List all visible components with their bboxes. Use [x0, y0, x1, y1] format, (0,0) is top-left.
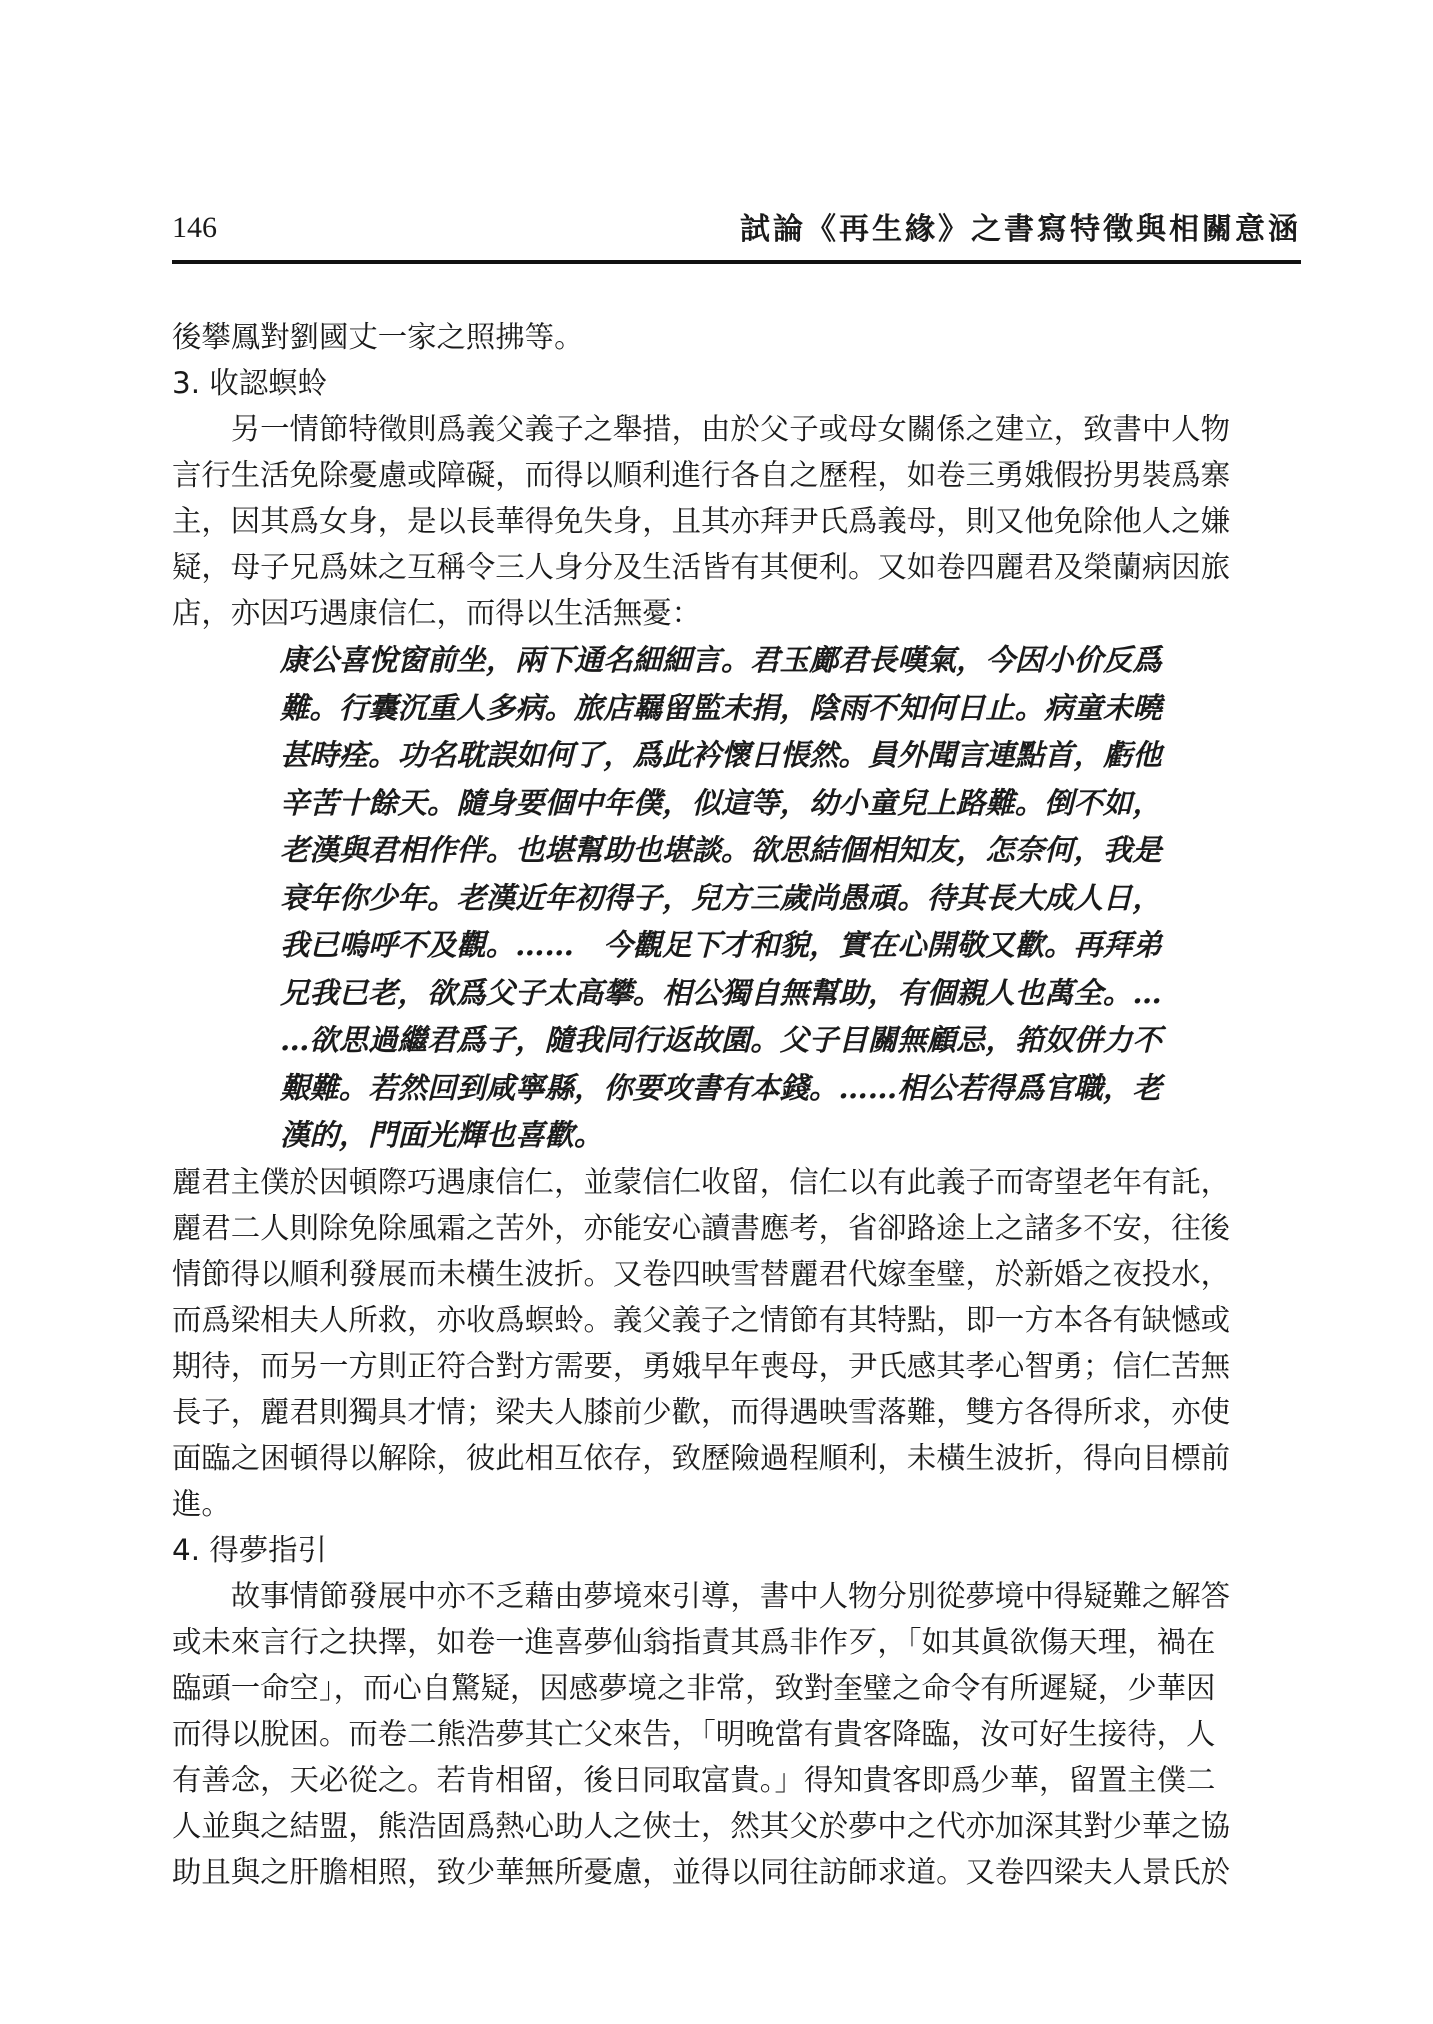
paragraph-continued: [172, 314, 1302, 360]
section-heading-3: 3. 收認螟蛉: [172, 366, 327, 400]
quote-line: 辛苦十餘天。隨身要個中年僕，似這等，幼小童兒上路難。倒不如，: [280, 784, 1162, 820]
text-line: 麗君主僕於因頓際巧遇康信仁，並蒙信仁收留，信仁以有此義子而寄望老年有託，: [172, 1164, 1231, 1199]
section-heading-4: 4. 得夢指引: [172, 1532, 327, 1567]
text-line: 長子，麗君則獨具才情；梁夫人膝前少歡，而得遇映雪落難，雙方各得所求，亦使: [172, 1394, 1231, 1429]
text-line: 店，亦因巧遇康信仁，而得以生活無憂：: [172, 596, 702, 630]
paragraph-adoption: [172, 406, 1302, 636]
header-rule: [172, 260, 1301, 264]
text-line: 主，因其爲女身，是以長華得免失身，且其亦拜尹氏爲義母，則又他免除他人之嫌: [172, 504, 1231, 538]
running-title: 試論《再生緣》之書寫特徵與相關意涵: [740, 212, 1301, 247]
quote-line: 我已嗚呼不及觀。…… 今觀足下才和貌，實在心開敬又歡。再拜弟: [280, 927, 1162, 962]
block-quote: [280, 636, 1302, 1159]
text-line: 而爲梁相夫人所救，亦收爲螟蛉。義父義子之情節有其特點，即一方本各有缺憾或: [172, 1302, 1231, 1337]
text-line: 麗君二人則除免除風霜之苦外，亦能安心讀書應考，省卻路途上之諸多不安，往後: [172, 1210, 1231, 1245]
text-line: 臨頭一命空」，而心自驚疑，因感夢境之非常，致對奎璧之命令有所遲疑，少華因: [172, 1670, 1216, 1705]
text-line: 進。: [172, 1486, 231, 1521]
text-line: 人並與之結盟，熊浩固爲熱心助人之俠士，然其父於夢中之代亦加深其對少華之協: [172, 1808, 1231, 1843]
text-line: 有善念，天必從之。若肯相留，後日同取富貴。」得知貴客即爲少華，留置主僕二: [172, 1762, 1216, 1797]
text-line: 情節得以順利發展而未橫生波折。又卷四映雪替麗君代嫁奎璧，於新婚之夜投水，: [172, 1256, 1231, 1291]
quote-line: 老漢與君相作伴。也堪幫助也堪談。欲思結個相知友，怎奈何，我是: [280, 832, 1162, 867]
text-line: 另一情節特徵則爲義父義子之舉措，由於父子或母女關係之建立，致書中人物: [172, 412, 1231, 446]
quote-line: …欲思過繼君爲子，隨我同行返故園。父子目關無顧忌，筘奴併力不: [280, 1022, 1162, 1057]
page-number: 146: [172, 211, 217, 244]
text-line: 疑，母子兄爲妹之互稱令三人身分及生活皆有其便利。又如卷四麗君及榮蘭病因旅: [172, 550, 1231, 584]
text-line: 面臨之困頓得以解除，彼此相互依存，致歷險過程順利，未橫生波折，得向目標前: [172, 1440, 1231, 1475]
quote-line: 漢的，門面光輝也喜歡。: [280, 1117, 604, 1152]
quote-line: 難。行囊沉重人多病。旅店羈留監未捐，陰雨不知何日止。病童未曉: [280, 689, 1162, 725]
page-header: [172, 208, 1301, 264]
text-line: 言行生活免除憂慮或障礙，而得以順利進行各自之歷程，如卷三勇娥假扮男裝爲寨: [172, 458, 1231, 492]
quote-line: 兄我已老，欲爲父子太高攀。相公獨自無幫助，有個親人也萬全。…: [280, 974, 1162, 1010]
page-body: [172, 314, 1302, 1895]
quote-line: 甚時痊。功名耽誤如何了，爲此衿懷日悵然。員外聞言連點首，虧他: [280, 737, 1162, 772]
paragraph-dreams: [172, 1573, 1302, 1895]
text-line: 故事情節發展中亦不乏藉由夢境來引導，書中人物分別從夢境中得疑難之解答: [172, 1578, 1231, 1613]
quote-line: 艱難。若然回到咸寧縣，你要攻書有本錢。……相公若得爲官職，老: [280, 1069, 1162, 1105]
text-line: 助且與之肝膽相照，致少華無所憂慮，並得以同往訪師求道。又卷四梁夫人景氏於: [172, 1854, 1231, 1889]
text-line: 期待，而另一方則正符合對方需要，勇娥早年喪母，尹氏感其孝心智勇；信仁苦無: [172, 1348, 1231, 1383]
text-line: 或未來言行之抉擇，如卷一進喜夢仙翁指責其爲非作歹，「如其眞欲傷天理，禍在: [172, 1624, 1216, 1659]
text-line: 後攀鳳對劉國丈一家之照拂等。: [172, 320, 584, 354]
text-line: 而得以脫困。而卷二熊浩夢其亡父來告，「明晚當有貴客降臨，汝可好生接待，人: [172, 1716, 1216, 1751]
quote-line: 康公喜悅窗前坐，兩下通名細細言。君玉鄺君長嘆氣，今因小价反爲: [280, 642, 1162, 677]
paragraph-analysis: [172, 1159, 1302, 1527]
quote-line: 衰年你少年。老漢近年初得子，兒方三歲尚愚頑。待其長大成人日，: [280, 879, 1162, 915]
